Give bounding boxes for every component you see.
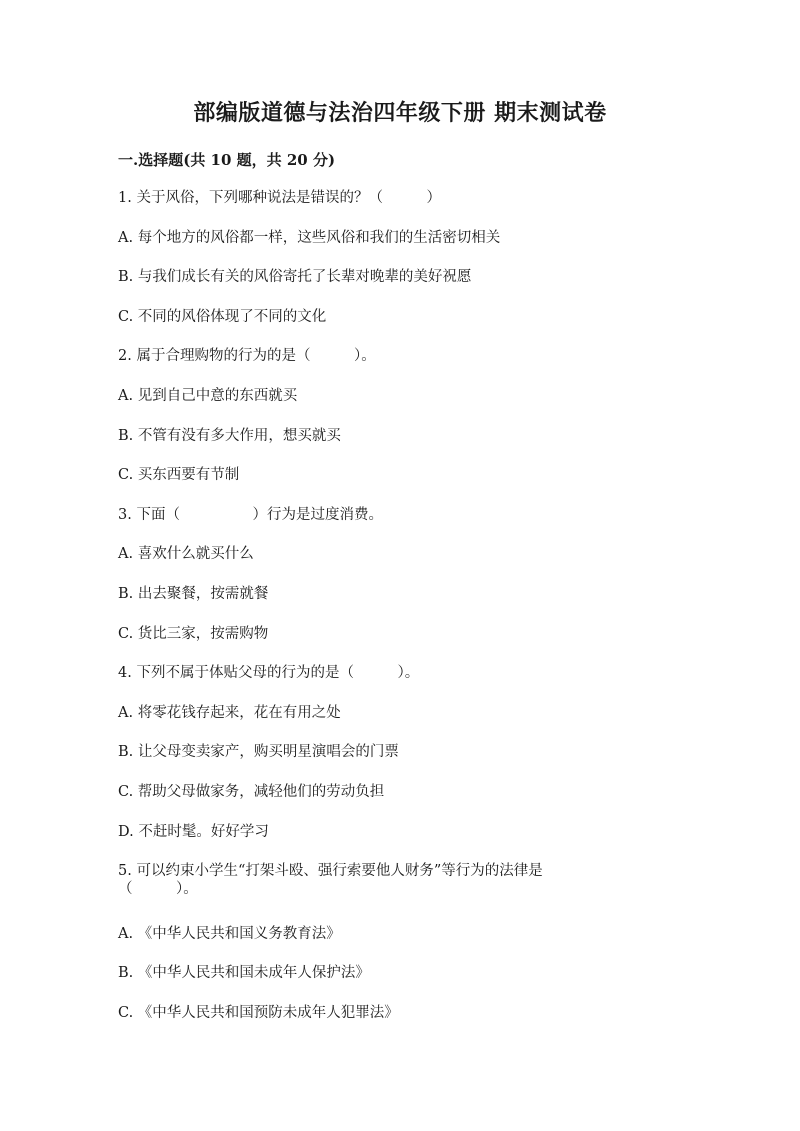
- question-5-option-b: B. 《中华人民共和国未成年人保护法》: [118, 965, 370, 981]
- section-header: 一.选择题(共 10 题，共 20 分): [118, 151, 336, 169]
- question-4-stem: 4. 下列不属于体贴父母的行为的是（ ）。: [118, 665, 420, 681]
- question-1-stem: 1. 关于风俗，下列哪种说法是错误的？（ ）: [118, 190, 441, 206]
- question-4-option-a: A. 将零花钱存起来，花在有用之处: [118, 705, 341, 721]
- question-2-stem: 2. 属于合理购物的行为的是（ ）。: [118, 348, 376, 364]
- question-1-option-b: B. 与我们成长有关的风俗寄托了长辈对晚辈的美好祝愿: [118, 269, 472, 285]
- question-3-option-a: A. 喜欢什么就买什么: [118, 546, 254, 562]
- question-4-option-b: B. 让父母变卖家产，购买明星演唱会的门票: [118, 744, 399, 760]
- question-4-option-c: C. 帮助父母做家务，减轻他们的劳动负担: [118, 784, 385, 800]
- question-2-option-c: C. 买东西要有节制: [118, 467, 240, 483]
- question-1-option-c: C. 不同的风俗体现了不同的文化: [118, 309, 327, 325]
- question-3-stem: 3. 下面（ ）行为是过度消费。: [118, 507, 383, 523]
- question-2-option-b: B. 不管有没有多大作用，想买就买: [118, 428, 341, 444]
- question-5-option-c: C. 《中华人民共和国预防未成年人犯罪法》: [118, 1005, 399, 1021]
- page-title: 部编版道德与法治四年级下册 期末测试卷: [193, 100, 607, 126]
- question-5-stem: 5. 可以约束小学生“打架斗殴、强行索要他人财务”等行为的法律是（ ）。: [118, 863, 543, 897]
- question-5-option-a: A. 《中华人民共和国义务教育法》: [118, 926, 341, 942]
- question-3-option-c: C. 货比三家，按需购物: [118, 626, 269, 642]
- question-1-option-a: A. 每个地方的风俗都一样，这些风俗和我们的生活密切相关: [118, 230, 501, 246]
- question-4-option-d: D. 不赶时髦。好好学习: [118, 824, 269, 840]
- question-3-option-b: B. 出去聚餐，按需就餐: [118, 586, 269, 602]
- question-2-option-a: A. 见到自己中意的东西就买: [118, 388, 298, 404]
